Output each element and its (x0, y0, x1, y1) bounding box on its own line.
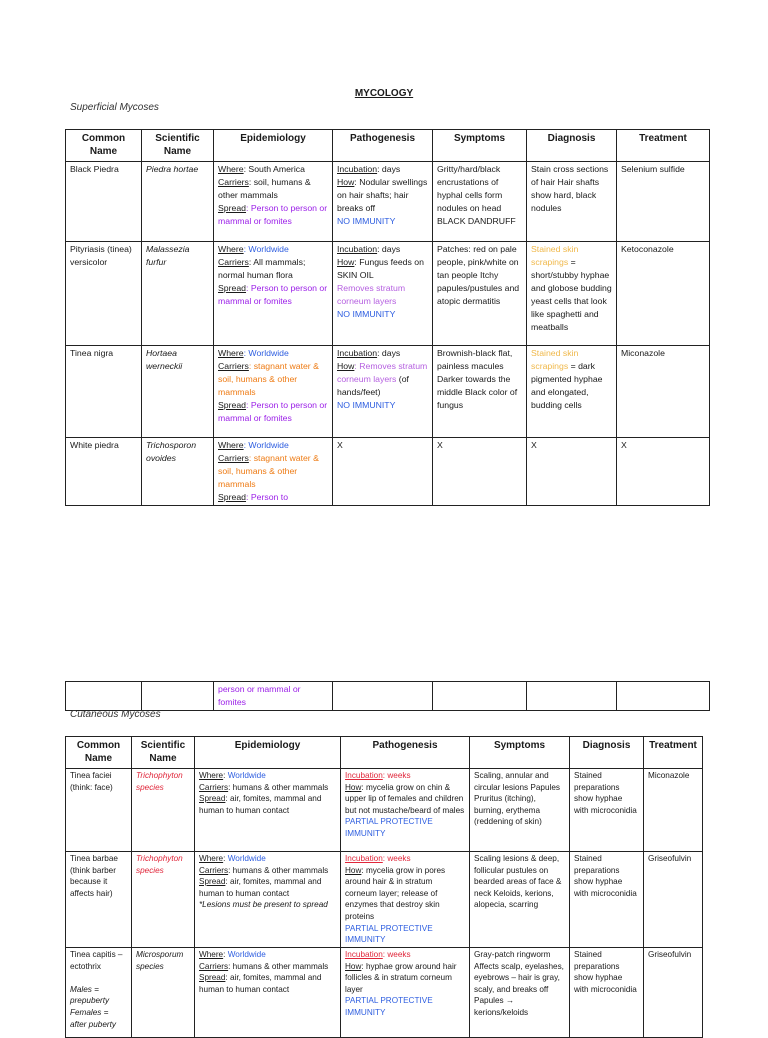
scientific-name: Trichophyton species (132, 769, 195, 852)
diagnosis-cell: Stained preparations show hyphae with microconidia (570, 769, 644, 852)
common-name: Tinea nigra (66, 346, 142, 438)
header-treatment: Treatment (617, 130, 710, 162)
treatment-cell: Selenium sulfide (617, 162, 710, 242)
diagnosis-cell: Stained preparations show hyphae with microconidia (570, 948, 644, 1038)
header-common-name: Common Name (66, 130, 142, 162)
diagnosis-cell: X (527, 438, 617, 506)
scientific-name: Hortaea werneckii (142, 346, 214, 438)
header-symptoms: Symptoms (433, 130, 527, 162)
document-title: MYCOLOGY (354, 88, 414, 99)
header-symptoms: Symptoms (470, 737, 570, 769)
symptoms-cell: X (433, 438, 527, 506)
table-row (66, 852, 703, 948)
table-row (66, 682, 710, 711)
treatment-cell: Ketoconazole (617, 242, 710, 346)
header-scientific-name: Scientific Name (132, 737, 195, 769)
scientific-name: Trichosporon ovoides (142, 438, 214, 506)
epidemiology-cell: Where: Worldwide Carriers: humans & other mammals Spread: air, fomites, mammal and human to human contact (195, 948, 341, 1038)
pathogenesis-cell: Incubation: days How: Nodular swellings on hair shafts; hair breaks off NO IMMUNITY (333, 162, 433, 242)
pathogenesis-cell: Incubation: days How: Removes stratum corneum layers (of hands/feet) NO IMMUNITY (333, 346, 433, 438)
treatment-cell: Miconazole (644, 769, 703, 852)
symptoms-cell: Scaling, annular and circular lesions Papules Pruritus (itching), burning, erythema (reddening of skin) (470, 769, 570, 852)
scientific-name: Piedra hortae (142, 162, 214, 242)
table-row (66, 162, 710, 242)
epidemiology-cell: Where: Worldwide Carriers: stagnant water & soil, humans & other mammals Spread: Person to person or mammal or fomites (214, 346, 333, 438)
epidemiology-continuation: person or mammal or fomites (214, 682, 333, 711)
table-row (66, 948, 703, 1038)
table-row (66, 769, 703, 852)
common-name: White piedra (66, 438, 142, 506)
pathogenesis-cell: Incubation: weeks How: hyphae grow around hair follicles & in stratum corneum layer PARTIAL PROTECTIVE IMMUNITY (341, 948, 470, 1038)
common-name: Tinea capitis – ectothrix Males = prepuberty Females = after puberty (66, 948, 132, 1038)
section-cutaneous-heading: Cutaneous Mycoses (70, 709, 161, 720)
epidemiology-cell: Where: Worldwide Carriers: humans & other mammals Spread: air, fomites, mammal and human to human contact *Lesions must be present to spread (195, 852, 341, 948)
epidemiology-cell: Where: Worldwide Carriers: All mammals; normal human flora Spread: Person to person or mammal or fomites (214, 242, 333, 346)
pathogenesis-cell: X (333, 438, 433, 506)
symptoms-cell: Gritty/hard/black encrustations of hyphal cells form nodules on head BLACK DANDRUFF (433, 162, 527, 242)
pathogenesis-cell: Incubation: weeks How: mycelia grow in pores around hair & in stratum corneum layer; release of enzymes that destroy skin proteins PARTIAL PROTECTIVE IMMUNITY (341, 852, 470, 948)
epidemiology-cell: Where: Worldwide Carriers: stagnant water & soil, humans & other mammals Spread: Person to (214, 438, 333, 506)
common-name: Pityriasis (tinea) versicolor (66, 242, 142, 346)
scientific-name: Malassezia furfur (142, 242, 214, 346)
table-row (66, 346, 710, 438)
diagnosis-cell: Stained skin scrapings = dark pigmented hyphae and elongated, budding cells (527, 346, 617, 438)
header-diagnosis: Diagnosis (570, 737, 644, 769)
continuation-table (65, 681, 710, 711)
header-treatment: Treatment (644, 737, 703, 769)
diagnosis-cell: Stain cross sections of hair Hair shafts show hard, black nodules (527, 162, 617, 242)
pathogenesis-cell: Incubation: days How: Fungus feeds on SKIN OIL Removes stratum corneum layers NO IMMUNITY (333, 242, 433, 346)
treatment-cell: Griseofulvin (644, 852, 703, 948)
header-epidemiology: Epidemiology (214, 130, 333, 162)
epidemiology-cell: Where: South America Carriers: soil, humans & other mammals Spread: Person to person or mammal or fomites (214, 162, 333, 242)
table-row (66, 242, 710, 346)
header-scientific-name: Scientific Name (142, 130, 214, 162)
symptoms-cell: Patches: red on pale people, pink/white on tan people Itchy papules/pustules and atopic dermatitis (433, 242, 527, 346)
treatment-cell: Miconazole (617, 346, 710, 438)
table-header-row (66, 130, 710, 162)
epidemiology-cell: Where: Worldwide Carriers: humans & other mammals Spread: air, fomites, mammal and human to human contact (195, 769, 341, 852)
treatment-cell: X (617, 438, 710, 506)
scientific-name: Microsporum species (132, 948, 195, 1038)
symptoms-cell: Brownish-black flat, painless macules Darker towards the middle Black color of fungus (433, 346, 527, 438)
diagnosis-cell: Stained preparations show hyphae with microconidia (570, 852, 644, 948)
table-header-row (66, 737, 703, 769)
scientific-name: Trichophyton species (132, 852, 195, 948)
header-common-name: Common Name (66, 737, 132, 769)
header-pathogenesis: Pathogenesis (333, 130, 433, 162)
diagnosis-cell: Stained skin scrapings = short/stubby hyphae and globose budding yeast cells that look like spaghetti and meatballs (527, 242, 617, 346)
common-name: Black Piedra (66, 162, 142, 242)
header-diagnosis: Diagnosis (527, 130, 617, 162)
table-row (66, 438, 710, 506)
pathogenesis-cell: Incubation: weeks How: mycelia grow on chin & upper lip of females and children but not mustache/beard of males PARTIAL PROTECTIVE IMMUNITY (341, 769, 470, 852)
header-epidemiology: Epidemiology (195, 737, 341, 769)
common-name: Tinea barbae (think barber because it affects hair) (66, 852, 132, 948)
header-pathogenesis: Pathogenesis (341, 737, 470, 769)
symptoms-cell: Gray-patch ringworm Affects scalp, eyelashes, eyebrows – hair is gray, scaly, and breaks off Papules → kerions/keloids (470, 948, 570, 1038)
common-name: Tinea faciei (think: face) (66, 769, 132, 852)
symptoms-cell: Scaling lesions & deep, follicular pustules on bearded areas of face & neck Keloids, kerions, alopecia, scarring (470, 852, 570, 948)
section-superficial-heading: Superficial Mycoses (70, 102, 159, 113)
superficial-mycoses-table (65, 129, 710, 506)
cutaneous-mycoses-table (65, 736, 703, 1038)
treatment-cell: Griseofulvin (644, 948, 703, 1038)
